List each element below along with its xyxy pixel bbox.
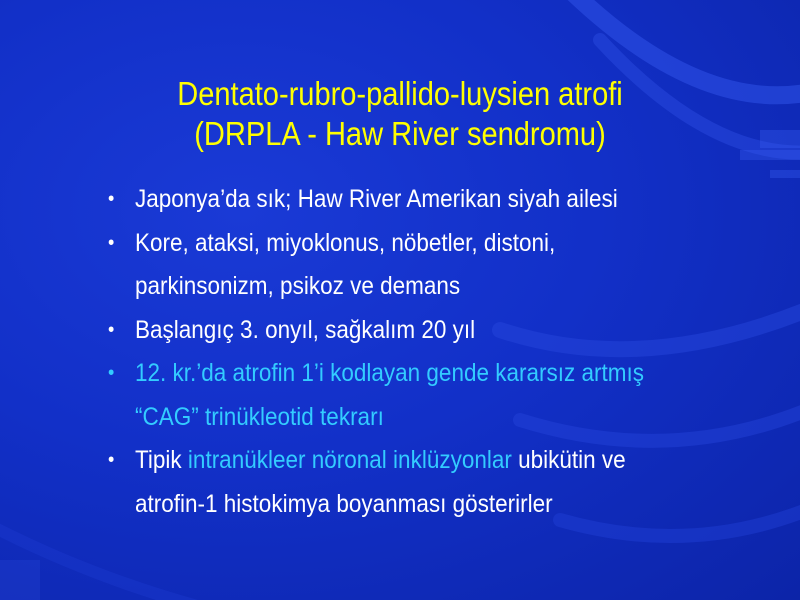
bullet-item bbox=[108, 222, 702, 309]
bullet-text-continuation: parkinsonizm, psikoz ve demans bbox=[135, 272, 461, 300]
bullet-text: Kore, ataksi, miyoklonus, nöbetler, distoni, bbox=[135, 228, 556, 257]
bullet-dot-icon: • bbox=[108, 188, 115, 210]
bullet-text-prefix: Tipik bbox=[135, 446, 188, 474]
bullet-text: Başlangıç 3. onyıl, sağkalım 20 yıl bbox=[135, 315, 476, 344]
bullet-text bbox=[135, 439, 702, 483]
title-line-2: (DRPLA - Haw River sendromu) bbox=[194, 115, 606, 152]
bullet-dot-icon: • bbox=[108, 318, 115, 341]
bullet-text-suffix: ubikütin ve bbox=[511, 446, 626, 474]
title-line-1: Dentato-rubro-pallido-luysien atrofi bbox=[177, 75, 623, 112]
bullet-text: Japonya’da sık; Haw River Amerikan siyah ailesi bbox=[135, 185, 618, 213]
bullet-item bbox=[108, 309, 702, 353]
bullet-item-highlighted bbox=[108, 352, 702, 439]
bullet-dot-icon: • bbox=[108, 362, 115, 384]
bullet-text-continuation: “CAG” trinükleotid tekrarı bbox=[135, 402, 384, 431]
bullet-text-highlight: intranükleer nöronal inklüzyonlar bbox=[187, 446, 512, 474]
slide-title bbox=[48, 74, 752, 154]
bullet-dot-icon: • bbox=[108, 231, 115, 254]
bullet-text-continuation: atrofin-1 histokimya boyanması gösterirler bbox=[135, 489, 553, 518]
bullet-dot-icon: • bbox=[108, 449, 115, 471]
bullet-item bbox=[108, 439, 702, 526]
bullet-item bbox=[108, 178, 702, 222]
bullet-list bbox=[108, 178, 702, 526]
bullet-text: 12. kr.’da atrofin 1’i kodlayan gende kararsız artmış bbox=[135, 359, 645, 387]
